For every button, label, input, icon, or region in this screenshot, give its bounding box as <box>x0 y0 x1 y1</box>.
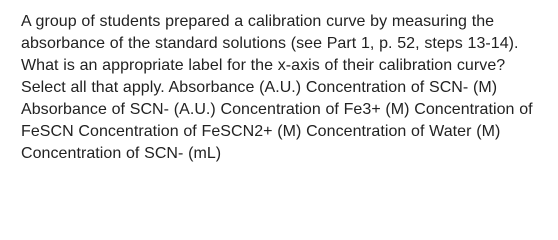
question-text: A group of students prepared a calibration curve by measuring the absorbance of the standard solutions (see Part 1, p. 52, steps 13-14). What is an appropriate label for the x-axis of their calibration curve? Select all that apply. Absorbance (A.U.) Concentration of SCN- (M) Absorbance of SCN- (A.U.) Concentration of Fe3+ (M) Concentration of FeSCN Concentration of FeSCN2+ (M) Concentration of Water (M) Concentration of SCN- (mL) <box>21 13 533 162</box>
